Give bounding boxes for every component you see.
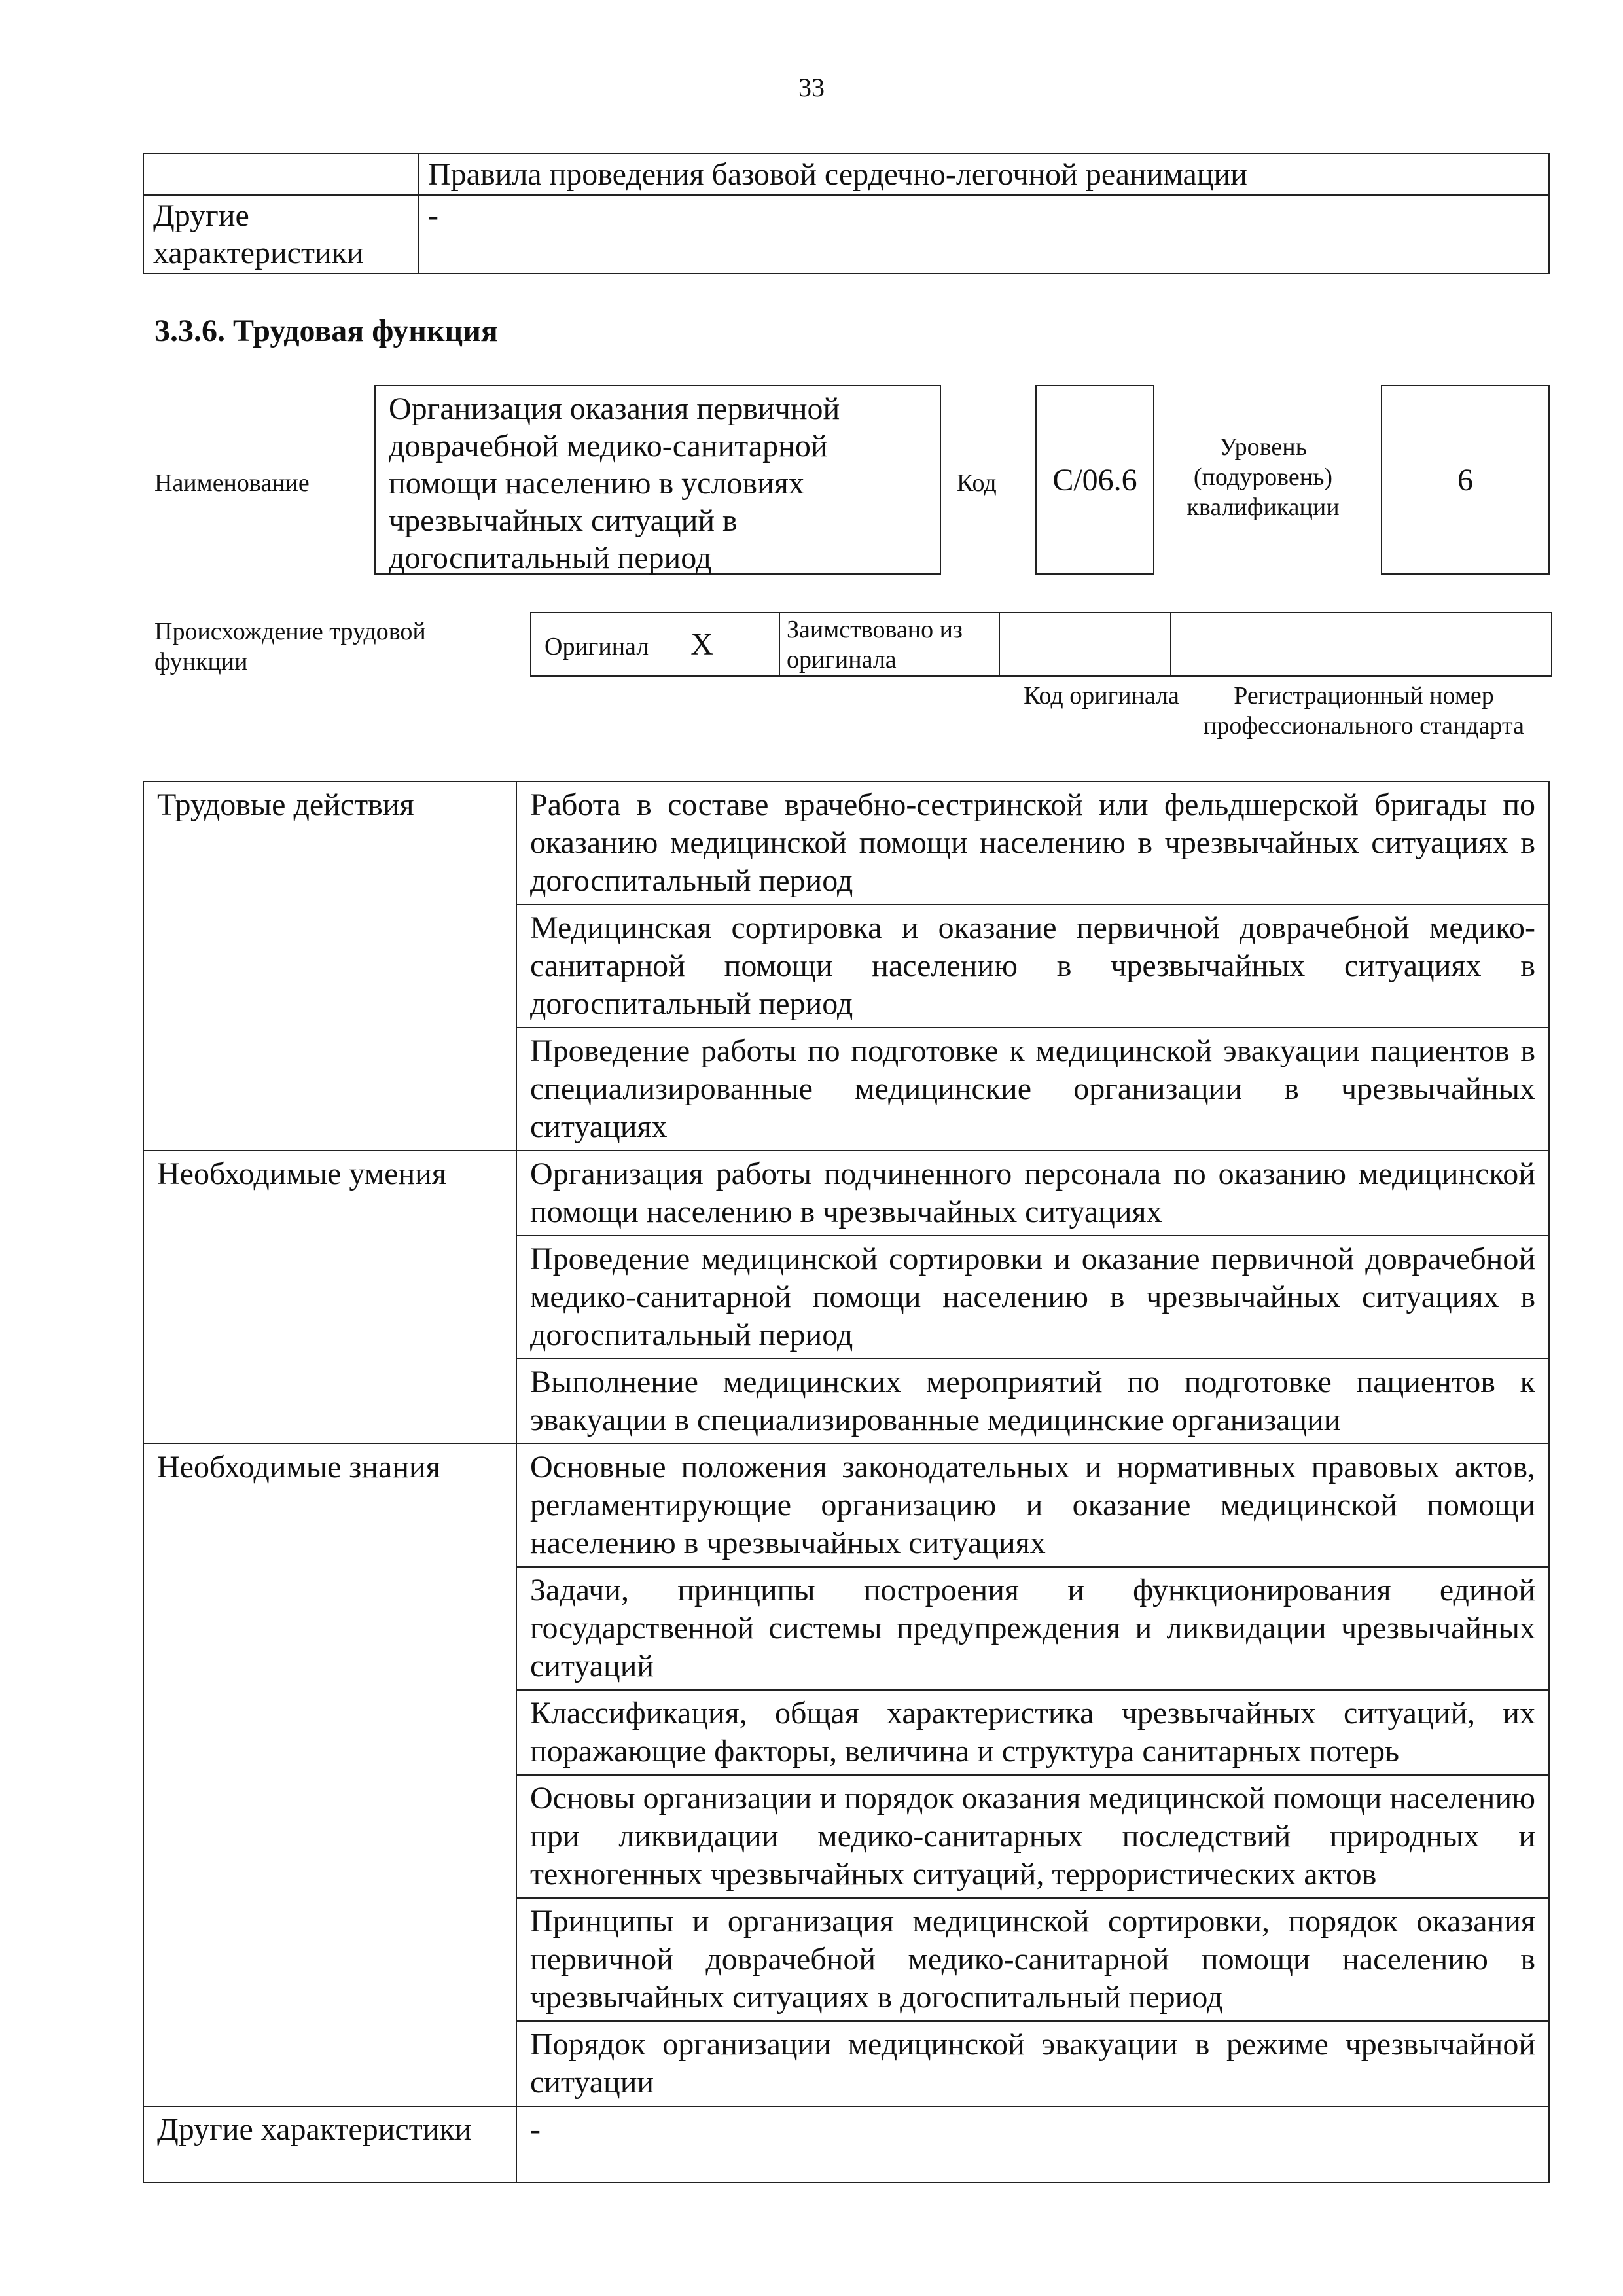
skill-item: Организация работы подчиненного персонала по оказанию медицинской помощи населению в чрезвычайных ситуациях [516, 1151, 1549, 1236]
level-value-box [1381, 385, 1550, 575]
other-characteristics-label: Другие характеристики [143, 2106, 516, 2183]
borrowed-cell [779, 613, 999, 676]
knowledge-item: Задачи, принципы построения и функционирования единой государственной системы предупреждения и ликвидации чрезвычайных ситуаций [516, 1567, 1549, 1690]
table-row [143, 1151, 1549, 1236]
required-skills-label: Необходимые умения [143, 1151, 516, 1444]
level-value: 6 [1457, 462, 1473, 497]
original-code-cell [999, 613, 1171, 676]
table-row [143, 2106, 1549, 2183]
code-value-box [1035, 385, 1154, 575]
registration-number-caption: Регистрационный номер профессионального стандарта [1204, 682, 1524, 740]
borrowed-label: Заимствовано из оригинала [787, 615, 963, 673]
name-label: Наименование [154, 469, 310, 497]
original-label: Оригинал [544, 633, 649, 660]
knowledge-item: Порядок организации медицинской эвакуации в режиме чрезвычайной ситуации [516, 2021, 1549, 2106]
cpr-rules-cell: Правила проведения базовой сердечно-легочной реанимации [418, 154, 1549, 195]
table-row [143, 781, 1549, 905]
function-name-value: Организация оказания первичной доврачебной медико-санитарной помощи населению в условиях чрезвычайных ситуаций в догоспитальный период [389, 391, 840, 575]
level-label: Уровень (подуровень) квалификации [1186, 433, 1340, 521]
other-characteristics-value: - [418, 195, 1549, 274]
knowledge-item: Классификация, общая характеристика чрезвычайных ситуаций, их поражающие факторы, величина и структура санитарных потерь [516, 1690, 1549, 1775]
skill-item: Выполнение медицинских мероприятий по подготовке пациентов к эвакуации в специализированные медицинские организации [516, 1359, 1549, 1444]
original-cell [531, 613, 779, 676]
knowledge-item: Основы организации и порядок оказания медицинской помощи населению при ликвидации медико-санитарных последствий природных и техногенных чрезвычайных ситуаций, террористических актов [516, 1775, 1549, 1898]
labor-action-item: Проведение работы по подготовке к медицинской эвакуации пациентов в специализированные медицинские организации в чрезвычайных ситуациях [516, 1028, 1549, 1151]
labor-action-item: Медицинская сортировка и оказание первичной доврачебной медико-санитарной помощи населению в чрезвычайных ситуациях в догоспитальный период [516, 905, 1549, 1028]
table-row [143, 1444, 1549, 1567]
required-knowledge-label: Необходимые знания [143, 1444, 516, 2106]
labor-action-item: Работа в составе врачебно-сестринской или фельдшерской бригады по оказанию медицинской помощи населению в чрезвычайных ситуациях в догоспитальный период [516, 781, 1549, 905]
code-value: C/06.6 [1052, 462, 1137, 497]
labor-actions-label: Трудовые действия [143, 781, 516, 1151]
other-characteristics-value: - [516, 2106, 1549, 2183]
labor-function-table [143, 781, 1550, 2183]
code-label: Код [957, 469, 997, 497]
knowledge-item: Основные положения законодательных и нормативных правовых актов, регламентирующие организацию и оказание медицинской помощи населению в чрезвычайных ситуациях [516, 1444, 1549, 1567]
original-mark: X [690, 627, 713, 662]
section-heading: 3.3.6. Трудовая функция [154, 314, 498, 348]
function-name-box [374, 385, 941, 575]
knowledge-item: Принципы и организация медицинской сортировки, порядок оказания первичной доврачебной медико-санитарной помощи населению в чрезвычайных ситуациях в догоспитальный период [516, 1898, 1549, 2021]
previous-function-table-tail [143, 153, 1550, 274]
page-number: 33 [798, 73, 825, 102]
empty-category-cell [143, 154, 418, 195]
origin-label: Происхождение трудовой функции [154, 618, 426, 675]
origin-table [530, 612, 1552, 677]
registration-number-cell [1171, 613, 1552, 676]
original-code-caption: Код оригинала [1024, 682, 1179, 709]
skill-item: Проведение медицинской сортировки и оказание первичной доврачебной медико-санитарной помощи населению в чрезвычайных ситуациях в догоспитальный период [516, 1236, 1549, 1359]
other-characteristics-label: Другие характеристики [143, 195, 418, 274]
